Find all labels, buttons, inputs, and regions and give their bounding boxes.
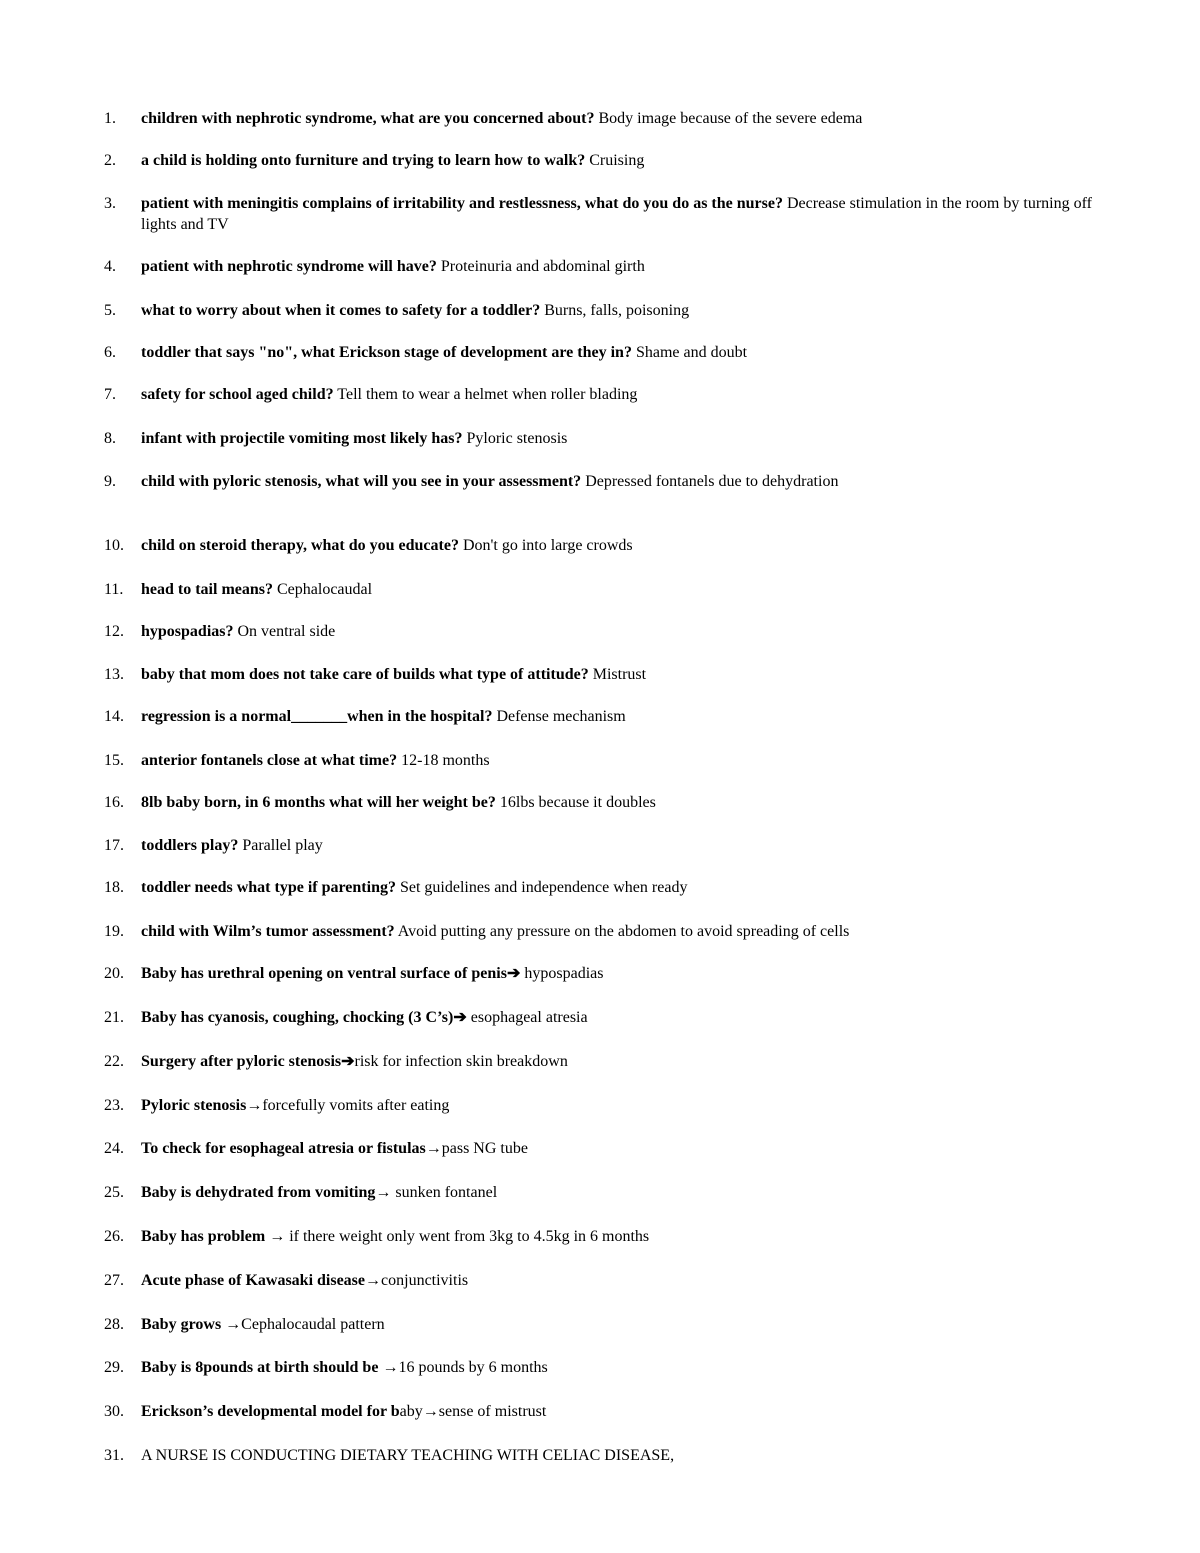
item-number: 24. (104, 1140, 124, 1157)
question-text: child with pyloric stenosis, what will you see in your assessment? (141, 473, 582, 490)
answer-text: Don't go into large crowds (458, 537, 633, 554)
item-text (141, 750, 1106, 771)
answer-text: → sunken fontanel (375, 1184, 498, 1201)
question-text: Baby has cyanosis, coughing, chocking (3 C’s)➔ (141, 1009, 467, 1026)
item-text (141, 706, 1106, 727)
item-text (141, 877, 1106, 898)
item-text (141, 108, 1106, 129)
answer-text: → if there weight only went from 3kg to 4.5kg in 6 months (269, 1228, 650, 1245)
answer-text: On ventral side (233, 623, 336, 640)
item-text (141, 1445, 1106, 1466)
question-text: patient with meningitis complains of irritability and restlessness, what do you do as the nurse? (141, 195, 783, 212)
answer-text: Burns, falls, poisoning (540, 302, 690, 319)
item-number: 27. (104, 1272, 124, 1289)
question-text: Surgery after pyloric stenosis➔ (141, 1053, 355, 1070)
question-text: regression is a normal_______when in the hospital? (141, 708, 493, 725)
answer-text: Cruising (585, 152, 645, 169)
answer-text: Proteinuria and abdominal girth (436, 258, 645, 275)
item-number: 9. (104, 473, 116, 490)
item-number: 5. (104, 302, 116, 319)
item-text (141, 1270, 1106, 1291)
item-text (141, 1401, 1106, 1422)
item-text (141, 1226, 1106, 1247)
question-text: Pyloric stenosis (141, 1097, 247, 1114)
answer-text: aby→sense of mistrust (399, 1403, 547, 1420)
item-text (141, 256, 1106, 277)
answer-text: →16 pounds by 6 months (382, 1359, 548, 1376)
question-text: infant with projectile vomiting most likely has? (141, 430, 463, 447)
item-text (141, 792, 1106, 813)
item-number: 8. (104, 430, 116, 447)
item-number: 10. (104, 537, 124, 554)
answer-text: A NURSE IS CONDUCTING DIETARY TEACHING WITH CELIAC DISEASE, (141, 1447, 675, 1464)
question-text: child on steroid therapy, what do you educate? (141, 537, 459, 554)
question-text: Baby has urethral opening on ventral surface of penis➔ (141, 965, 521, 982)
item-number: 4. (104, 258, 116, 275)
item-number: 15. (104, 752, 124, 769)
answer-text: 16lbs because it doubles (495, 794, 656, 811)
answer-text: Shame and doubt (631, 344, 748, 361)
answer-text: Depressed fontanels due to dehydration (581, 473, 839, 490)
item-text (141, 150, 1106, 171)
item-text (141, 193, 1106, 235)
item-number: 20. (104, 965, 124, 982)
question-text: safety for school aged child? (141, 386, 334, 403)
item-number: 12. (104, 623, 124, 640)
item-number: 7. (104, 386, 116, 403)
question-text: hypospadias? (141, 623, 234, 640)
item-text (141, 579, 1106, 600)
item-number: 19. (104, 923, 124, 940)
question-text: Erickson’s developmental model for b (141, 1403, 400, 1420)
answer-text: Parallel play (238, 837, 323, 854)
item-number: 17. (104, 837, 124, 854)
item-text (141, 342, 1106, 363)
question-text: Baby is dehydrated from vomiting (141, 1184, 376, 1201)
item-number: 23. (104, 1097, 124, 1114)
question-text: what to worry about when it comes to safety for a toddler? (141, 302, 541, 319)
item-number: 22. (104, 1053, 124, 1070)
question-text: head to tail means? (141, 581, 273, 598)
answer-text: Defense mechanism (492, 708, 626, 725)
item-number: 28. (104, 1316, 124, 1333)
answer-text: Set guidelines and independence when ready (395, 879, 688, 896)
item-number: 25. (104, 1184, 124, 1201)
item-text (141, 535, 1106, 556)
item-number: 31. (104, 1447, 124, 1464)
answer-text: 12-18 months (397, 752, 490, 769)
item-text (141, 664, 1106, 685)
item-text (141, 1007, 1106, 1028)
answer-text: Pyloric stenosis (462, 430, 568, 447)
question-text: Baby grows (141, 1316, 226, 1333)
item-number: 21. (104, 1009, 124, 1026)
item-text (141, 921, 1106, 942)
item-number: 30. (104, 1403, 124, 1420)
question-text: child with Wilm’s tumor assessment? (141, 923, 395, 940)
item-number: 29. (104, 1359, 124, 1376)
question-text: Acute phase of Kawasaki disease (141, 1272, 366, 1289)
item-text (141, 621, 1106, 642)
answer-text: →conjunctivitis (365, 1272, 469, 1289)
question-text: 8lb baby born, in 6 months what will her weight be? (141, 794, 496, 811)
item-text (141, 428, 1106, 449)
item-number: 1. (104, 110, 116, 127)
answer-text: risk for infection skin breakdown (354, 1053, 568, 1070)
item-text (141, 1095, 1106, 1116)
question-text: toddler needs what type if parenting? (141, 879, 396, 896)
item-number: 16. (104, 794, 124, 811)
question-text: a child is holding onto furniture and trying to learn how to walk? (141, 152, 586, 169)
item-number: 13. (104, 666, 124, 683)
item-text (141, 1138, 1106, 1159)
item-text (141, 1314, 1106, 1335)
answer-text: Decrease stimulation in the room by turning off lights and TV (141, 195, 1092, 233)
item-number: 3. (104, 195, 116, 212)
item-number: 11. (104, 581, 124, 598)
question-text: toddler that says "no", what Erickson stage of development are they in? (141, 344, 632, 361)
answer-text: →Cephalocaudal pattern (225, 1316, 385, 1333)
question-text: anterior fontanels close at what time? (141, 752, 398, 769)
answer-text: →pass NG tube (425, 1140, 528, 1157)
answer-text: Tell them to wear a helmet when roller blading (333, 386, 638, 403)
question-text: Baby is 8pounds at birth should be (141, 1359, 383, 1376)
answer-text: Cephalocaudal (273, 581, 373, 598)
item-text (141, 963, 1106, 984)
answer-text: hypospadias (520, 965, 604, 982)
item-text (141, 1182, 1106, 1203)
question-text: baby that mom does not take care of builds what type of attitude? (141, 666, 589, 683)
item-text (141, 835, 1106, 856)
answer-text: Body image because of the severe edema (594, 110, 863, 127)
question-text: toddlers play? (141, 837, 239, 854)
item-text (141, 384, 1106, 405)
item-text (141, 471, 1106, 492)
item-number: 6. (104, 344, 116, 361)
question-text: Baby has problem (141, 1228, 270, 1245)
item-text (141, 1051, 1106, 1072)
answer-text: esophageal atresia (466, 1009, 588, 1026)
item-number: 26. (104, 1228, 124, 1245)
item-number: 14. (104, 708, 124, 725)
question-text: To check for esophageal atresia or fistulas (141, 1140, 426, 1157)
answer-text: Mistrust (588, 666, 647, 683)
item-text (141, 1357, 1106, 1378)
question-text: children with nephrotic syndrome, what are you concerned about? (141, 110, 595, 127)
item-number: 18. (104, 879, 124, 896)
question-text: patient with nephrotic syndrome will have? (141, 258, 437, 275)
answer-text: →forcefully vomits after eating (246, 1097, 450, 1114)
item-number: 2. (104, 152, 116, 169)
answer-text: Avoid putting any pressure on the abdomen to avoid spreading of cells (394, 923, 850, 940)
item-text (141, 300, 1106, 321)
